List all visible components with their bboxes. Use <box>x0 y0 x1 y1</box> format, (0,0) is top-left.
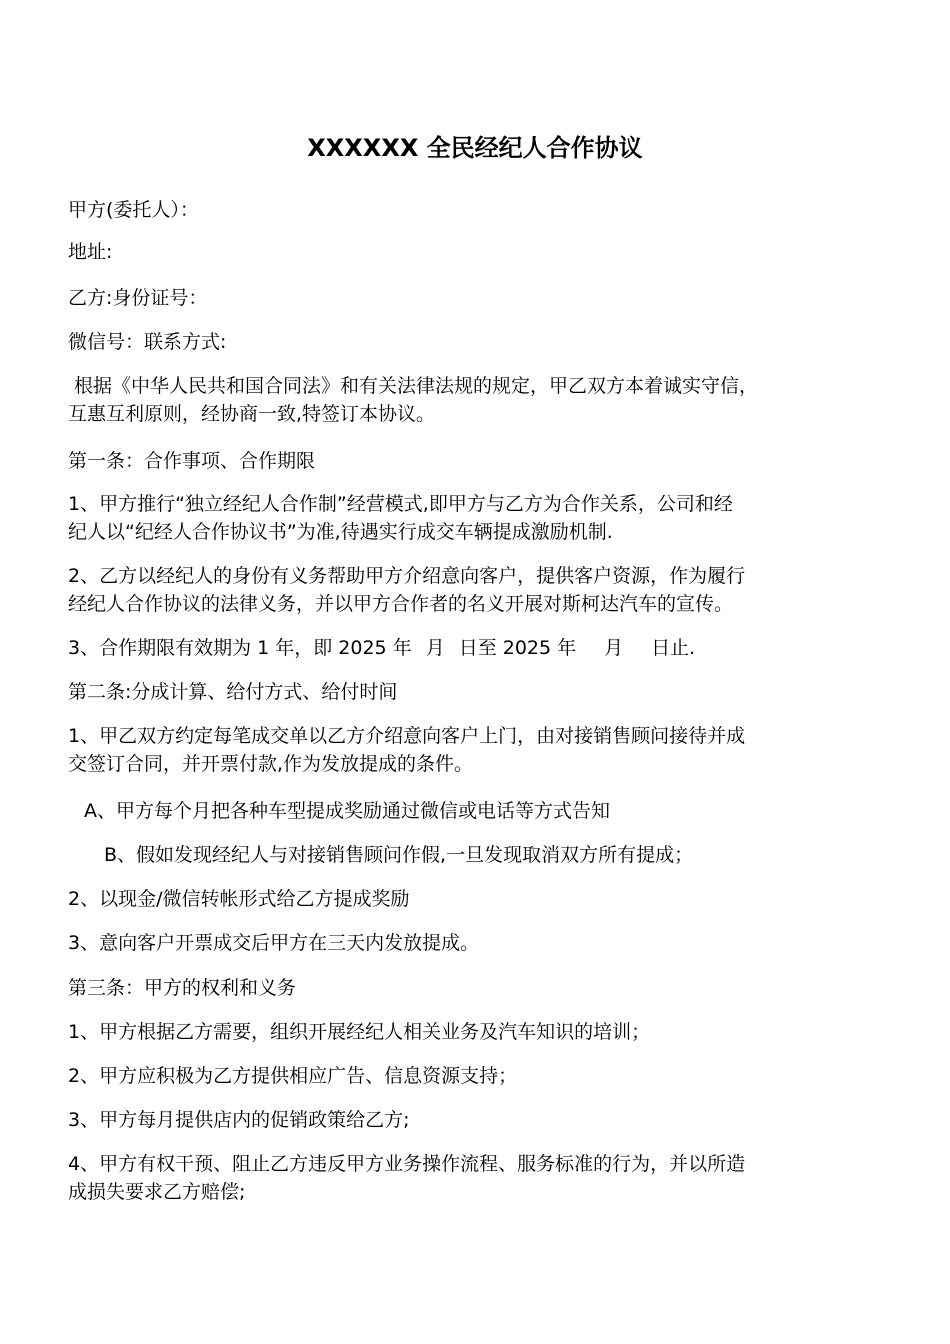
party-b-line: 乙方:身份证号： <box>68 287 208 309</box>
article3-item4-line-2: 成损失要求乙方赔偿; <box>68 1181 246 1203</box>
article2-sub-b: B、假如发现经纪人与对接销售顾问作假,一旦发现取消双方所有提成； <box>104 844 694 866</box>
term-day-1: 日至 2025 年 <box>458 637 577 659</box>
term-day-2: 日止. <box>651 637 696 659</box>
article1-heading: 第一条：合作事项、合作期限 <box>68 450 316 472</box>
term-month-2: 月 <box>604 637 624 659</box>
article2-heading: 第二条:分成计算、给付方式、给付时间 <box>68 681 398 703</box>
preamble-line-2: 互惠互利原则，经协商一致,特签订本协议。 <box>68 403 436 425</box>
article1-item2 <box>68 562 884 618</box>
article2-item1-line-1: 1、甲乙双方约定每笔成交单以乙方介绍意向客户上门，由对接销售顾问接待并成 <box>68 725 746 747</box>
term-prefix: 3、合作期限有效期为 1 年，即 2025 年 <box>68 637 412 659</box>
preamble-paragraph <box>68 372 884 428</box>
article1-item3 <box>68 634 884 662</box>
document-title: XXXXXX 全民经纪人合作协议 <box>307 134 643 162</box>
article2-sub-a: A、甲方每个月把各种车型提成奖励通过微信或电话等方式告知 <box>84 800 610 822</box>
article3-item4 <box>68 1150 884 1206</box>
article1-item1-line-2: 纪人以“纪经人合作协议书”为准,待遇实行成交车辆提成激励机制. <box>68 521 613 543</box>
term-month-1: 月 <box>425 637 445 659</box>
article2-item2: 2、以现金/微信转帐形式给乙方提成奖励 <box>68 888 410 910</box>
article1-item1-line-1: 1、甲方推行“独立经纪人合作制”经营模式,即甲方与乙方为合作关系，公司和经 <box>68 493 733 515</box>
article1-item2-line-2: 经纪人合作协议的法律义务，并以甲方合作者的名义开展对斯柯达汽车的宣传。 <box>68 593 734 615</box>
party-a-line: 甲方(委托人）： <box>68 199 199 221</box>
address-line: 地址: <box>68 241 113 263</box>
article3-item2: 2、甲方应积极为乙方提供相应广告、信息资源支持； <box>68 1065 518 1087</box>
article3-item4-line-1: 4、甲方有权干预、阻止乙方违反甲方业务操作流程、服务标准的行为，并以所造 <box>68 1153 746 1175</box>
preamble-line-1: 根据《中华人民共和国合同法》和有关法律法规的规定，甲乙双方本着诚实守信， <box>68 375 759 397</box>
article3-heading: 第三条：甲方的权利和义务 <box>68 977 297 999</box>
article3-item1: 1、甲方根据乙方需要，组织开展经纪人相关业务及汽车知识的培训； <box>68 1021 651 1043</box>
article2-item1-line-2: 交签订合同，并开票付款,作为发放提成的条件。 <box>68 753 474 775</box>
article1-item2-line-1: 2、乙方以经纪人的身份有义务帮助甲方介绍意向客户，提供客户资源，作为履行 <box>68 565 746 587</box>
article3-item3: 3、甲方每月提供店内的促销政策给乙方; <box>68 1109 410 1131</box>
article1-item1 <box>68 490 884 546</box>
wechat-line: 微信号：联系方式: <box>68 331 227 353</box>
article2-item1 <box>68 722 884 778</box>
article2-item3: 3、意向客户开票成交后甲方在三天内发放提成。 <box>68 932 480 954</box>
